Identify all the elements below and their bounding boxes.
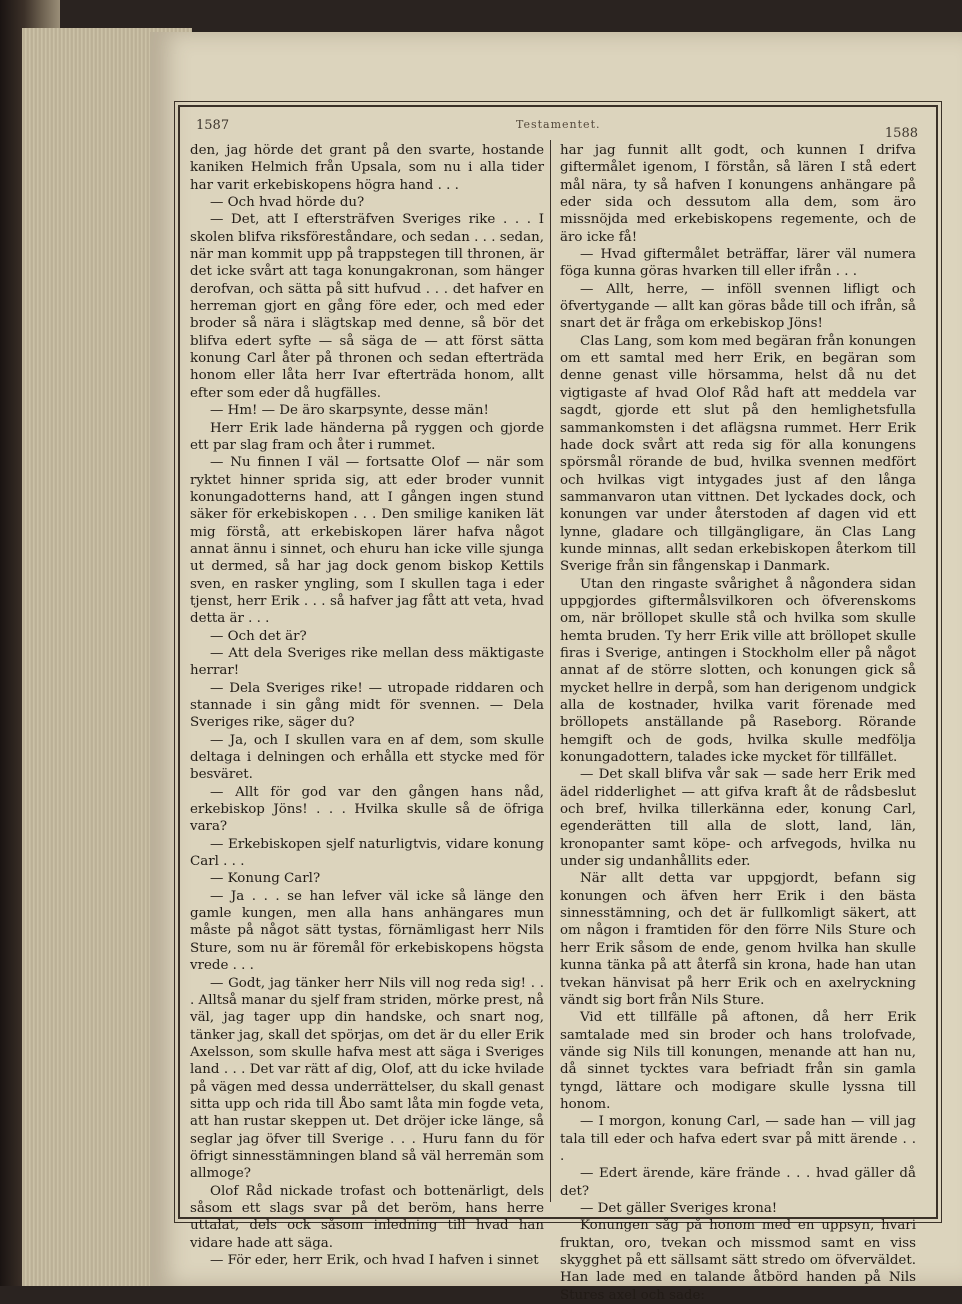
paragraph: Herr Erik lade händerna på ryggen och gjorde ett par slag fram och åter i rummet. (190, 420, 544, 453)
paragraph: — Och det är? (210, 628, 307, 644)
paragraph: — Ja, och I skullen vara en af dem, som skulle deltaga i delningen och erhålla ett stycke med för besväret. (190, 732, 544, 783)
paragraph: Utan den ringaste svårighet å någondera sidan uppgjordes giftermålsvilkoren och öfverenskoms om, när bröllopet skulle stå och hvilka som skulle hemta bruden. Ty herr Erik ville att bröllopet skulle firas i Sverige, antingen i Stockholm eller på något annat af de större slotten, och konungen gick så mycket hellre in derpå, som han derigenom undgick alla de kostnader, hvilka varit förenade med bröllopets anställande på Raseborg. Rörande hemgift och de gods, hvilka skulle medfölja konungadottern, talades icke mycket för tillfället. (560, 576, 916, 766)
paragraph: — Godt, jag tänker herr Nils vill nog reda sig! . . . Alltså manar du sjelf fram striden, mörke prest, nå väl, jag tager upp din handske, och snart nog, tänker jag, skall det spörjas, om det är du eller Erik Axelsson, som skulle hafva mest att säga i Sveriges land . . . Det var rätt af dig, Olof, att du icke hvilade på vägen med dessa underrättelser, du skall genast sitta upp och rida till Åbo samt låta min fogde veta, att han rustar skeppen ut. Det dröjer icke länge, så seglar jag öfver till Sverige . . . Huru fann du för öfrigt sinnesstämningen bland så väl herremän som allmoge? (190, 975, 544, 1182)
paragraph: — Edert ärende, käre frände . . . hvad gäller då det? (560, 1166, 916, 1199)
paragraph: — Det gäller Sveriges krona! (580, 1200, 778, 1216)
paragraph: — Allt för god var den gången hans nåd, erkebiskop Jöns! . . . Hvilka skulle så de öfriga vara? (190, 784, 544, 835)
paragraph: — För eder, herr Erik, och hvad I hafven i sinnet (210, 1253, 539, 1268)
column-divider (550, 140, 551, 1202)
paragraph: — Det, att I eftersträfven Sveriges rike . . . I skolen blifva riksföreståndare, och sedan . . . sedan, när man kommit upp på trappstegen till thronen, är det icke svårt att taga konungakronan, som hänger derofvan, och sätta på sitt hufvud . . . det hafver en herreman gjort en gång före eder, och med eder broder så nära i slägtskap med denne, så bör det blifva edert syfte — så säga de — att först sätta konung Carl åter på thronen och sedan efterträda honom eller låta herr Ivar efterträda honom, allt efter som eder då hugfälles. (190, 212, 544, 401)
paragraph: — Att dela Sveriges rike mellan dess mäktigaste herrar! (190, 645, 544, 679)
text-column-right (560, 142, 916, 1304)
paragraph: — Och hvad hörde du? (210, 195, 365, 211)
paragraph: När allt detta var uppgjordt, befann sig konungen och äfven herr Erik i den bästa sinnesstämning, och det är fullkomligt säkert, att om någon i framtiden för den förre Nils Sture och herr Erik såsom de ende, genom hvilka han skulle kunna tänka på att återfå sin krona, hade han utan tvekan hänvisat på herr Erik och en axelryckning vändt sig bort från Nils Sture. (560, 871, 916, 1008)
paragraph: Vid ett tillfälle på aftonen, då herr Erik samtalade med sin broder och hans trolofvade, vände sig Nils till konungen, menande att han nu, då sinnet tycktes vara befriadt från sin gamla tyngd, lättare och modigare skulle lyssna till honom. (560, 1010, 916, 1112)
paragraph: — Nu finnen I väl — fortsatte Olof — när som ryktet hinner sprida sig, att eder broder vunnit konungadotterns hand, att I gången ingen stund säker för erkebiskopen . . . Den smilige kaniken lät mig förstå, att erkebiskopen lärer hafva något annat ännu i sinnet, och ehuru han icke ville sjunga ut dermed, så har jag dock genom biskop Kettils sven, en rasker yngling, som I skullen taga i eder tjenst, herr Erik . . . så hafver jag fått att veta, hvad detta är . . . (190, 455, 544, 627)
paragraph: har jag funnit allt godt, och kunnen I drifva giftermålet igenom, I förstån, så lären I stå edert mål nära, ty så hafven I konungens anhängare på eder sida och dessutom alla dem, som äro missnöjda med erkebiskopens regemente, och de äro icke få! (560, 143, 916, 245)
page-number-left: 1587 (196, 118, 230, 133)
paragraph: Olof Råd nickade trofast och bottenärligt, dels såsom ett slags svar på det beröm, hans herre uttalat, dels ock såsom inledning till hvad han vidare hade att säga. (190, 1183, 544, 1251)
running-title: Testamentet. (516, 118, 601, 131)
paragraph: — Hvad giftermålet beträffar, lärer väl numera föga kunna göras hvarken till eller ifrån . . . (560, 247, 916, 280)
paragraph: — Det skall blifva vår sak — sade herr Erik med ädel ridderlighet — att gifva kraft åt de rådsbeslut och bref, hvilka tillerkänna eder, konung Carl, egenderätten till alla de slott, land, län, kronopanter samt köpe- och arfvegods, hvilka nu under sig undanhållits eder. (560, 767, 916, 870)
text-column-left (190, 142, 544, 1269)
paragraph: Clas Lang, som kom med begäran från konungen om ett samtal med herr Erik, en begäran som denne genast ville hörsamma, helst då nu det vigtigaste af hvad Olof Råd haft att meddela var sagdt, gjorde ett slut på den hemlighetsfulla sammankomsten i det aflägsna rummet. Herr Erik hade dock svårt att reda sig för alla konungens spörsmål rörande de bud, hvilka svennen medfört och hvilkas vigt intygades just af den långa sammanvaron utan vittnen. Det lyckades dock, och konungen var under återstoden af dagen vid ett lynne, gladare och tillgängligare, än Clas Lang kunde minnas, allt sedan erkebiskopen återkom till Sverige från sin fångenskap i Danmark. (560, 333, 916, 575)
paragraph: — Dela Sveriges rike! — utropade riddaren och stannade i sin gång midt för svennen. — Dela Sveriges rike, säger du? (190, 680, 544, 731)
paragraph: — Hm! — De äro skarpsynte, desse män! (210, 403, 489, 419)
paragraph: — Erkebiskopen sjelf naturligtvis, vidare konung Carl . . . (190, 836, 544, 870)
paragraph: — Konung Carl? (210, 871, 321, 887)
paragraph: den, jag hörde det grant på den svarte, hostande kaniken Helmich från Upsala, som nu i alla tider har varit erkebiskopens högra hand . . . (190, 143, 544, 193)
page-number-right: 1588 (884, 126, 918, 141)
paragraph: Konungen såg på honom med en uppsyn, hvari fruktan, oro, tvekan och missmod samt en viss skygghet på ett sällsamt sätt stredo om öfverväldet. Han lade med en talande åtbörd handen på Nils Stures axel och sade: (560, 1218, 916, 1303)
paragraph: — I morgon, konung Carl, — sade han — vill jag tala till eder och hafva edert svar på mitt ärende . . . (560, 1114, 916, 1164)
paragraph: — Ja . . . se han lefver väl icke så länge den gamle kungen, men alla hans anhängares mun måste på något sätt tystas, förnämligast herr Nils Sture, som nu är föremål för erkebiskopens högsta vrede . . . (190, 888, 544, 974)
paragraph: — Allt, herre, — inföll svennen lifligt och öfvertygande — allt kan göras både till och ifrån, så snart det är fråga om erkebiskop Jöns! (560, 281, 916, 332)
page-header (196, 118, 918, 140)
